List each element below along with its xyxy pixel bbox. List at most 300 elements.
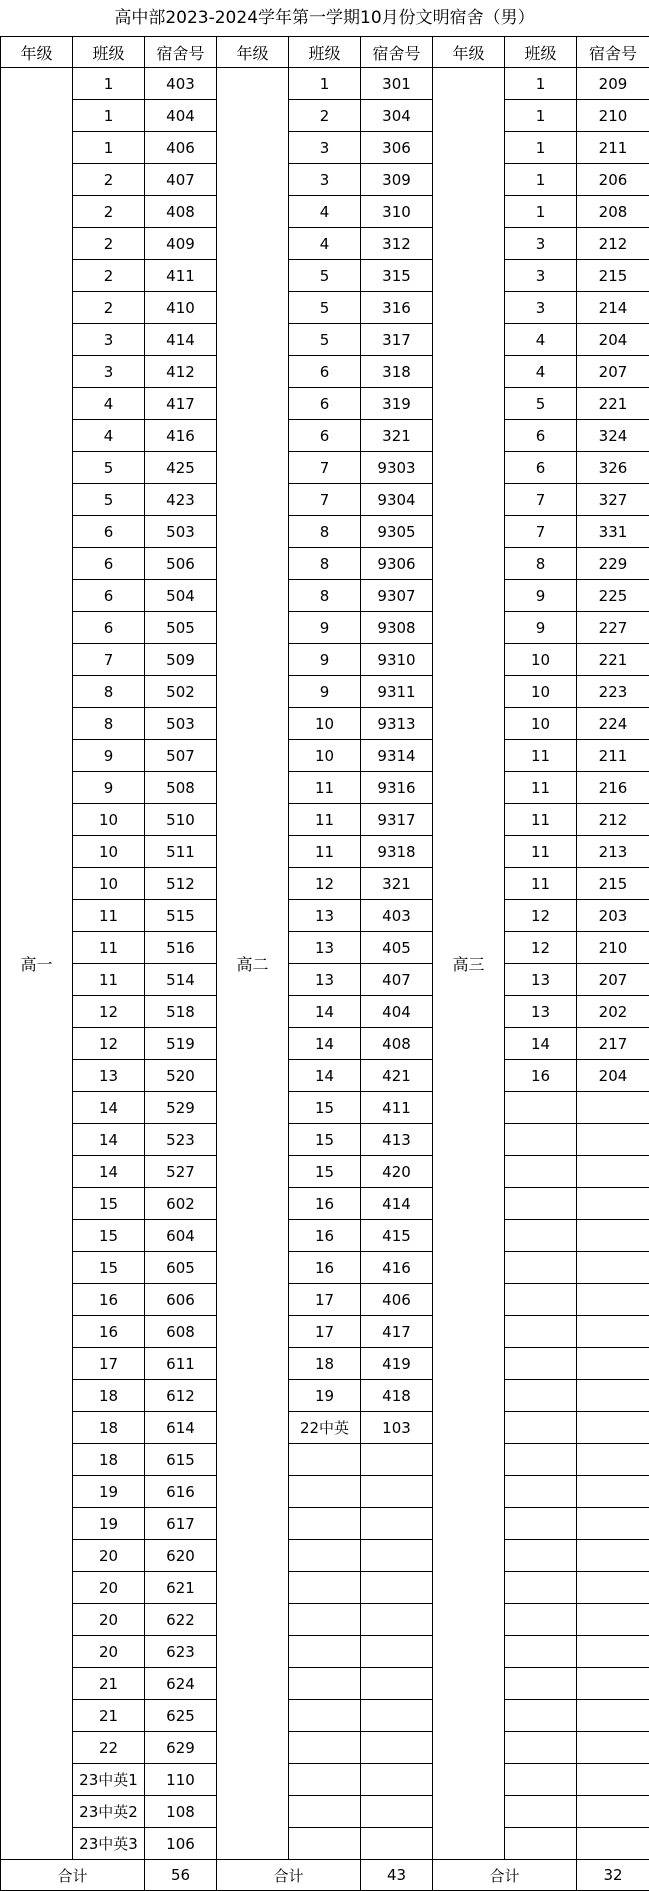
dorm-cell: 403 — [145, 68, 217, 100]
class-cell: 5 — [289, 260, 361, 292]
empty-cell — [505, 1124, 577, 1156]
class-cell: 9 — [73, 772, 145, 804]
dorm-cell: 110 — [145, 1764, 217, 1796]
dorm-cell: 214 — [577, 292, 649, 324]
grade-cell: 高二 — [217, 68, 289, 1860]
empty-cell — [577, 1444, 649, 1476]
table-row — [1, 1092, 649, 1124]
table-row — [1, 388, 649, 420]
table-row — [1, 1348, 649, 1380]
empty-cell — [289, 1700, 361, 1732]
dorm-cell: 415 — [361, 1220, 433, 1252]
dorm-cell: 506 — [145, 548, 217, 580]
empty-cell — [289, 1540, 361, 1572]
empty-cell — [505, 1700, 577, 1732]
class-cell: 4 — [289, 228, 361, 260]
class-cell: 4 — [73, 388, 145, 420]
dorm-cell: 620 — [145, 1540, 217, 1572]
class-cell: 15 — [73, 1188, 145, 1220]
dorm-cell: 417 — [145, 388, 217, 420]
dorm-cell: 410 — [145, 292, 217, 324]
empty-cell — [505, 1412, 577, 1444]
dorm-cell: 412 — [145, 356, 217, 388]
class-cell: 4 — [505, 324, 577, 356]
class-cell: 1 — [73, 100, 145, 132]
empty-cell — [505, 1764, 577, 1796]
dorm-cell: 420 — [361, 1156, 433, 1188]
table-row — [1, 1828, 649, 1860]
dorm-cell: 327 — [577, 484, 649, 516]
dorm-cell: 604 — [145, 1220, 217, 1252]
dorm-cell: 9314 — [361, 740, 433, 772]
class-cell: 15 — [289, 1156, 361, 1188]
dorm-cell: 411 — [361, 1092, 433, 1124]
table-row — [1, 740, 649, 772]
dorm-cell: 625 — [145, 1700, 217, 1732]
empty-cell — [289, 1636, 361, 1668]
table-row — [1, 1508, 649, 1540]
dorm-cell: 414 — [361, 1188, 433, 1220]
dorm-cell: 518 — [145, 996, 217, 1028]
class-cell: 7 — [289, 484, 361, 516]
class-cell: 6 — [289, 356, 361, 388]
table-row — [1, 676, 649, 708]
class-cell: 9 — [289, 612, 361, 644]
class-cell: 10 — [505, 644, 577, 676]
empty-cell — [289, 1508, 361, 1540]
empty-cell — [361, 1828, 433, 1860]
dorm-cell: 411 — [145, 260, 217, 292]
class-cell: 3 — [289, 132, 361, 164]
dorm-cell: 504 — [145, 580, 217, 612]
dorm-cell: 503 — [145, 516, 217, 548]
class-cell: 10 — [73, 868, 145, 900]
dorm-cell: 9304 — [361, 484, 433, 516]
header-dorm: 宿舍号 — [145, 37, 217, 68]
dorm-cell: 425 — [145, 452, 217, 484]
class-cell: 2 — [73, 228, 145, 260]
empty-cell — [577, 1572, 649, 1604]
class-cell: 9 — [73, 740, 145, 772]
class-cell: 10 — [289, 708, 361, 740]
dorm-cell: 212 — [577, 228, 649, 260]
header-grade: 年级 — [217, 37, 289, 68]
class-cell: 1 — [505, 164, 577, 196]
empty-cell — [505, 1828, 577, 1860]
class-cell: 11 — [505, 836, 577, 868]
class-cell: 17 — [73, 1348, 145, 1380]
class-cell: 5 — [73, 452, 145, 484]
empty-cell — [361, 1444, 433, 1476]
table-row — [1, 1732, 649, 1764]
class-cell: 7 — [505, 516, 577, 548]
dorm-cell: 225 — [577, 580, 649, 612]
table-row — [1, 484, 649, 516]
dorm-cell: 414 — [145, 324, 217, 356]
class-cell: 1 — [289, 68, 361, 100]
table-row — [1, 708, 649, 740]
empty-cell — [577, 1124, 649, 1156]
dorm-cell: 208 — [577, 196, 649, 228]
dorm-cell: 326 — [577, 452, 649, 484]
dorm-cell: 408 — [361, 1028, 433, 1060]
class-cell: 7 — [73, 644, 145, 676]
empty-cell — [577, 1284, 649, 1316]
class-cell: 14 — [505, 1028, 577, 1060]
class-cell: 23中英3 — [73, 1828, 145, 1860]
dorm-cell: 9316 — [361, 772, 433, 804]
dorm-cell: 505 — [145, 612, 217, 644]
empty-cell — [577, 1316, 649, 1348]
class-cell: 14 — [73, 1124, 145, 1156]
class-cell: 16 — [289, 1188, 361, 1220]
class-cell: 16 — [289, 1220, 361, 1252]
header-dorm: 宿舍号 — [577, 37, 649, 68]
class-cell: 7 — [289, 452, 361, 484]
empty-cell — [577, 1220, 649, 1252]
dorm-cell: 209 — [577, 68, 649, 100]
table-row — [1, 644, 649, 676]
table-row — [1, 452, 649, 484]
table-row — [1, 996, 649, 1028]
class-cell: 5 — [289, 292, 361, 324]
table-row — [1, 1380, 649, 1412]
dorm-cell: 404 — [361, 996, 433, 1028]
total-value: 32 — [577, 1860, 649, 1891]
empty-cell — [577, 1188, 649, 1220]
class-cell: 9 — [505, 580, 577, 612]
class-cell: 1 — [505, 132, 577, 164]
dorm-cell: 319 — [361, 388, 433, 420]
dorm-cell: 217 — [577, 1028, 649, 1060]
dorm-cell: 9310 — [361, 644, 433, 676]
table-row — [1, 164, 649, 196]
table-row — [1, 868, 649, 900]
empty-cell — [577, 1668, 649, 1700]
empty-cell — [577, 1700, 649, 1732]
table-row — [1, 804, 649, 836]
table-row — [1, 964, 649, 996]
table-row — [1, 1604, 649, 1636]
header-dorm: 宿舍号 — [361, 37, 433, 68]
empty-cell — [505, 1284, 577, 1316]
empty-cell — [289, 1476, 361, 1508]
class-cell: 7 — [505, 484, 577, 516]
empty-cell — [505, 1444, 577, 1476]
dorm-cell: 331 — [577, 516, 649, 548]
table-row — [1, 612, 649, 644]
class-cell: 1 — [73, 68, 145, 100]
class-cell: 2 — [289, 100, 361, 132]
class-cell: 6 — [73, 580, 145, 612]
class-cell: 8 — [289, 548, 361, 580]
dorm-cell: 315 — [361, 260, 433, 292]
dorm-cell: 318 — [361, 356, 433, 388]
dorm-cell: 310 — [361, 196, 433, 228]
class-cell: 8 — [289, 580, 361, 612]
table-row — [1, 836, 649, 868]
class-cell: 6 — [505, 420, 577, 452]
dorm-cell: 211 — [577, 132, 649, 164]
empty-cell — [577, 1380, 649, 1412]
dorm-cell: 304 — [361, 100, 433, 132]
page-title: 高中部2023-2024学年第一学期10月份文明宿舍（男） — [0, 0, 649, 36]
class-cell: 6 — [73, 548, 145, 580]
dorm-cell: 9306 — [361, 548, 433, 580]
class-cell: 23中英1 — [73, 1764, 145, 1796]
class-cell: 5 — [289, 324, 361, 356]
class-cell: 3 — [505, 228, 577, 260]
empty-cell — [361, 1540, 433, 1572]
class-cell: 8 — [73, 708, 145, 740]
empty-cell — [577, 1476, 649, 1508]
class-cell: 6 — [505, 452, 577, 484]
dorm-cell: 204 — [577, 1060, 649, 1092]
class-cell: 9 — [289, 644, 361, 676]
class-cell: 3 — [73, 356, 145, 388]
class-cell: 11 — [289, 836, 361, 868]
class-cell: 16 — [73, 1284, 145, 1316]
empty-cell — [361, 1796, 433, 1828]
dorm-cell: 211 — [577, 740, 649, 772]
empty-cell — [289, 1668, 361, 1700]
empty-cell — [361, 1764, 433, 1796]
table-row — [1, 1700, 649, 1732]
header-row — [1, 37, 649, 68]
class-cell: 11 — [73, 932, 145, 964]
dorm-cell: 507 — [145, 740, 217, 772]
dorm-cell: 9303 — [361, 452, 433, 484]
empty-cell — [361, 1604, 433, 1636]
table-row — [1, 68, 649, 100]
dorm-cell: 622 — [145, 1604, 217, 1636]
class-cell: 2 — [73, 260, 145, 292]
class-cell: 6 — [73, 612, 145, 644]
dorm-cell: 9305 — [361, 516, 433, 548]
class-cell: 17 — [289, 1316, 361, 1348]
empty-cell — [505, 1540, 577, 1572]
class-cell: 21 — [73, 1700, 145, 1732]
empty-cell — [505, 1348, 577, 1380]
empty-cell — [289, 1604, 361, 1636]
dorm-cell: 413 — [361, 1124, 433, 1156]
table-row — [1, 1764, 649, 1796]
dorm-cell: 614 — [145, 1412, 217, 1444]
class-cell: 13 — [505, 964, 577, 996]
dorm-cell: 9308 — [361, 612, 433, 644]
dorm-cell: 9318 — [361, 836, 433, 868]
dorm-cell: 309 — [361, 164, 433, 196]
class-cell: 13 — [505, 996, 577, 1028]
table-row — [1, 132, 649, 164]
empty-cell — [577, 1796, 649, 1828]
table-row — [1, 580, 649, 612]
class-cell: 12 — [73, 996, 145, 1028]
empty-cell — [505, 1508, 577, 1540]
class-cell: 1 — [73, 132, 145, 164]
dorm-cell: 210 — [577, 932, 649, 964]
empty-cell — [577, 1828, 649, 1860]
class-cell: 5 — [73, 484, 145, 516]
empty-cell — [577, 1604, 649, 1636]
dorm-cell: 203 — [577, 900, 649, 932]
dorm-cell: 215 — [577, 260, 649, 292]
class-cell: 1 — [505, 68, 577, 100]
table-row — [1, 1316, 649, 1348]
dorm-cell: 213 — [577, 836, 649, 868]
class-cell: 16 — [73, 1316, 145, 1348]
table-row — [1, 516, 649, 548]
class-cell: 14 — [73, 1156, 145, 1188]
empty-cell — [577, 1348, 649, 1380]
class-cell: 15 — [289, 1124, 361, 1156]
empty-cell — [289, 1796, 361, 1828]
dorm-cell: 423 — [145, 484, 217, 516]
dorm-cell: 405 — [361, 932, 433, 964]
class-cell: 18 — [73, 1380, 145, 1412]
table-row — [1, 548, 649, 580]
dorm-cell: 408 — [145, 196, 217, 228]
class-cell: 14 — [289, 996, 361, 1028]
empty-cell — [361, 1700, 433, 1732]
table-row — [1, 196, 649, 228]
class-cell: 19 — [73, 1508, 145, 1540]
empty-cell — [505, 1220, 577, 1252]
dorm-cell: 605 — [145, 1252, 217, 1284]
empty-cell — [577, 1412, 649, 1444]
empty-cell — [361, 1668, 433, 1700]
class-cell: 15 — [73, 1252, 145, 1284]
class-cell: 11 — [73, 900, 145, 932]
dorm-cell: 621 — [145, 1572, 217, 1604]
empty-cell — [505, 1380, 577, 1412]
dorm-cell: 519 — [145, 1028, 217, 1060]
dorm-cell: 416 — [145, 420, 217, 452]
class-cell: 15 — [73, 1220, 145, 1252]
empty-cell — [361, 1572, 433, 1604]
dorm-cell: 223 — [577, 676, 649, 708]
class-cell: 22 — [73, 1732, 145, 1764]
class-cell: 9 — [505, 612, 577, 644]
class-cell: 8 — [289, 516, 361, 548]
dorm-cell: 514 — [145, 964, 217, 996]
empty-cell — [289, 1444, 361, 1476]
dorm-cell: 616 — [145, 1476, 217, 1508]
dorm-cell: 629 — [145, 1732, 217, 1764]
empty-cell — [577, 1540, 649, 1572]
class-cell: 11 — [505, 804, 577, 836]
empty-cell — [577, 1252, 649, 1284]
class-cell: 10 — [505, 708, 577, 740]
empty-cell — [505, 1668, 577, 1700]
dorm-cell: 611 — [145, 1348, 217, 1380]
empty-cell — [577, 1636, 649, 1668]
table-row — [1, 1060, 649, 1092]
empty-cell — [505, 1604, 577, 1636]
dorm-cell: 324 — [577, 420, 649, 452]
class-cell: 13 — [289, 932, 361, 964]
empty-cell — [289, 1828, 361, 1860]
dorm-cell: 617 — [145, 1508, 217, 1540]
class-cell: 3 — [505, 260, 577, 292]
empty-cell — [505, 1188, 577, 1220]
class-cell: 10 — [289, 740, 361, 772]
empty-cell — [361, 1476, 433, 1508]
dorm-cell: 403 — [361, 900, 433, 932]
total-value: 43 — [361, 1860, 433, 1891]
dorm-cell: 306 — [361, 132, 433, 164]
table-row — [1, 1220, 649, 1252]
class-cell: 3 — [289, 164, 361, 196]
dorm-cell: 520 — [145, 1060, 217, 1092]
class-cell: 18 — [73, 1412, 145, 1444]
dorm-cell: 229 — [577, 548, 649, 580]
empty-cell — [505, 1092, 577, 1124]
class-cell: 1 — [505, 100, 577, 132]
empty-cell — [505, 1636, 577, 1668]
header-class: 班级 — [73, 37, 145, 68]
class-cell: 2 — [73, 164, 145, 196]
dorm-cell: 406 — [361, 1284, 433, 1316]
dorm-cell: 615 — [145, 1444, 217, 1476]
dorm-cell: 202 — [577, 996, 649, 1028]
table-row — [1, 1540, 649, 1572]
total-value: 56 — [145, 1860, 217, 1891]
empty-cell — [505, 1796, 577, 1828]
table-row — [1, 356, 649, 388]
class-cell: 8 — [505, 548, 577, 580]
table-row — [1, 772, 649, 804]
dorm-cell: 606 — [145, 1284, 217, 1316]
class-cell: 11 — [289, 804, 361, 836]
dorm-cell: 103 — [361, 1412, 433, 1444]
header-grade: 年级 — [1, 37, 73, 68]
dorm-cell: 502 — [145, 676, 217, 708]
class-cell: 3 — [73, 324, 145, 356]
dorm-cell: 207 — [577, 356, 649, 388]
class-cell: 10 — [505, 676, 577, 708]
table-row — [1, 1572, 649, 1604]
dorm-cell: 215 — [577, 868, 649, 900]
dorm-cell: 516 — [145, 932, 217, 964]
class-cell: 16 — [289, 1252, 361, 1284]
class-cell: 19 — [289, 1380, 361, 1412]
dorm-table — [0, 36, 649, 1891]
dorm-cell: 523 — [145, 1124, 217, 1156]
dorm-cell: 527 — [145, 1156, 217, 1188]
class-cell: 10 — [73, 836, 145, 868]
dorm-cell: 416 — [361, 1252, 433, 1284]
dorm-cell: 312 — [361, 228, 433, 260]
class-cell: 11 — [289, 772, 361, 804]
header-class: 班级 — [289, 37, 361, 68]
total-label: 合计 — [1, 1860, 145, 1891]
table-row — [1, 1444, 649, 1476]
empty-cell — [289, 1764, 361, 1796]
dorm-cell: 407 — [361, 964, 433, 996]
dorm-cell: 419 — [361, 1348, 433, 1380]
class-cell: 20 — [73, 1636, 145, 1668]
class-cell: 18 — [289, 1348, 361, 1380]
table-row — [1, 1796, 649, 1828]
class-cell: 12 — [73, 1028, 145, 1060]
class-cell: 3 — [505, 292, 577, 324]
empty-cell — [361, 1636, 433, 1668]
total-label: 合计 — [217, 1860, 361, 1891]
table-row — [1, 1188, 649, 1220]
empty-cell — [505, 1572, 577, 1604]
class-cell: 20 — [73, 1604, 145, 1636]
